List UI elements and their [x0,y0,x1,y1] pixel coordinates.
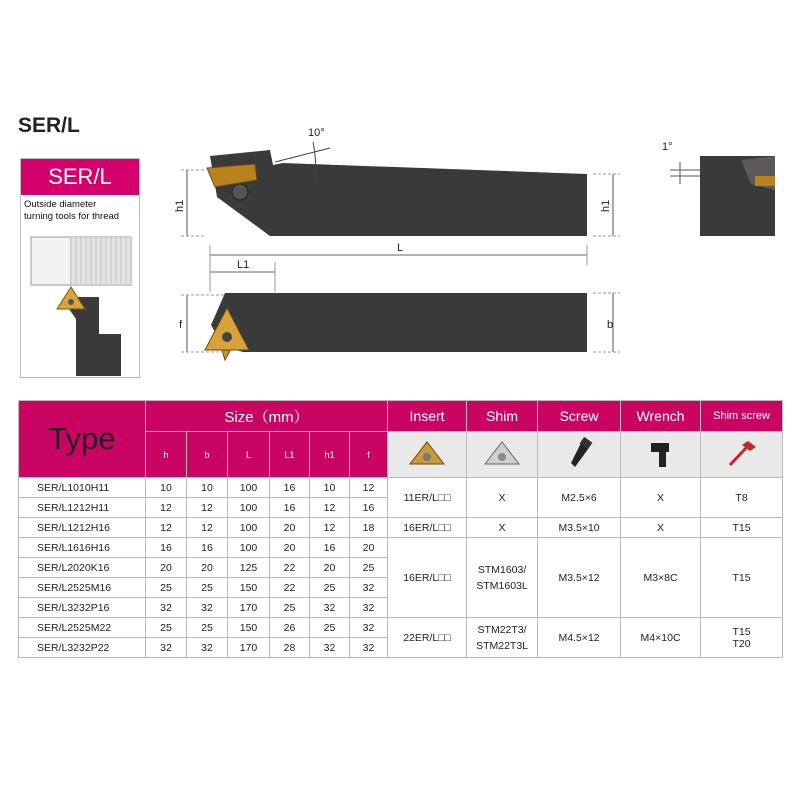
insert-header: Insert [388,401,467,432]
dim-h1-left: h1 [174,199,186,212]
group3-shim-screw: T15 [701,538,783,618]
group1-wrench: X [621,478,701,518]
group1-shim: X [467,478,538,518]
size-col-b: b [187,432,228,478]
cell-L: 150 [228,618,270,638]
group3-shim-line1: STM1603/ [477,563,527,576]
spec-table [18,400,783,658]
size-col-L1: L1 [270,432,310,478]
group1-insert: 11ER/L□□ [388,478,467,518]
group3-insert: 16ER/L□□ [388,538,467,618]
cell-L1: 22 [270,558,310,578]
cell-L1: 25 [270,598,310,618]
table-row-type: SER/L1010H11 [19,478,146,498]
group4-shim [467,618,538,658]
cell-h: 16 [146,538,187,558]
shim-icon [482,439,522,467]
cell-f: 18 [350,518,388,538]
cell-L1: 16 [270,498,310,518]
cell-b: 32 [187,598,228,618]
card-description-line2: turning tools for thread [24,211,120,222]
thread-turning-illustration [21,159,139,377]
wrench-header: Wrench [621,401,701,432]
cell-L: 170 [228,598,270,618]
cell-h1: 25 [310,618,350,638]
screw-icon-cell [538,432,621,478]
table-row-type: SER/L3232P16 [19,598,146,618]
cell-h: 20 [146,558,187,578]
cell-h1: 12 [310,498,350,518]
cell-f: 32 [350,638,388,658]
cell-L: 100 [228,538,270,558]
shim-icon-cell [467,432,538,478]
group2-screw: M3.5×10 [538,518,621,538]
group2-shim-screw: T15 [701,518,783,538]
table-row-type: SER/L3232P22 [19,638,146,658]
size-col-h: h [146,432,187,478]
group2-insert: 16ER/L□□ [388,518,467,538]
cell-L1: 22 [270,578,310,598]
angle-top-label: 10° [308,127,325,139]
cell-b: 32 [187,638,228,658]
group2-wrench: X [621,518,701,538]
cell-L1: 28 [270,638,310,658]
cell-b: 16 [187,538,228,558]
cell-b: 20 [187,558,228,578]
product-card [20,158,140,378]
dim-h1-right: h1 [600,199,612,212]
cell-f: 32 [350,598,388,618]
cell-f: 32 [350,618,388,638]
angle-side-label: 1° [662,141,673,153]
group4-shim-line1: STM22T3/ [477,623,527,636]
screw-head [232,184,248,200]
dim-L-label: L [397,242,404,254]
group4-shim-screw [701,618,783,658]
shim-screw-key-icon [722,437,762,469]
dim-b-label: b [607,319,614,331]
table-row-type: SER/L2525M16 [19,578,146,598]
group4-shim-screw-line1: T15 [732,625,751,638]
dim-L1-label: L1 [237,259,250,271]
cell-b: 25 [187,618,228,638]
cell-L: 100 [228,518,270,538]
cell-h: 12 [146,498,187,518]
insert-icon [407,439,447,467]
shim-screw-icon-cell [701,432,783,478]
size-header: Size（mm） [146,401,388,432]
group3-screw: M3.5×12 [538,538,621,618]
tool-dimension-drawing [165,120,785,390]
wrench-icon-cell [621,432,701,478]
group3-shim [467,538,538,618]
cell-h: 32 [146,638,187,658]
group4-wrench: M4×10C [621,618,701,658]
size-col-f: f [350,432,388,478]
group3-wrench: M3×8C [621,538,701,618]
cell-h1: 32 [310,638,350,658]
cell-L1: 26 [270,618,310,638]
cell-L: 100 [228,478,270,498]
screw-icon [559,437,599,469]
tool-body-front [211,293,587,352]
cell-h1: 10 [310,478,350,498]
group4-screw: M4.5×12 [538,618,621,658]
cell-h: 25 [146,578,187,598]
group2-shim: X [467,518,538,538]
cell-h1: 25 [310,578,350,598]
wrench-icon [641,437,681,469]
group4-insert: 22ER/L□□ [388,618,467,658]
shim-screw-header: Shim screw [701,401,783,432]
cell-L: 170 [228,638,270,658]
cell-L1: 20 [270,518,310,538]
cell-L: 100 [228,498,270,518]
cell-f: 20 [350,538,388,558]
cell-f: 16 [350,498,388,518]
table-row-type: SER/L1616H16 [19,538,146,558]
group1-shim-screw: T8 [701,478,783,518]
cell-L1: 20 [270,538,310,558]
card-description-line1: Outside diameter [24,199,97,210]
dim-f-label: f [179,319,183,331]
table-row-type: SER/L1212H16 [19,518,146,538]
cell-f: 12 [350,478,388,498]
cell-h1: 20 [310,558,350,578]
cell-h1: 32 [310,598,350,618]
cell-b: 12 [187,498,228,518]
card-heading: SER/L [21,159,139,195]
cell-b: 12 [187,518,228,538]
cell-h1: 12 [310,518,350,538]
cell-h1: 16 [310,538,350,558]
tool-body-top [210,150,587,236]
cell-h: 25 [146,618,187,638]
group1-screw: M2.5×6 [538,478,621,518]
type-header: Type [19,401,146,478]
group4-shim-screw-line2: T20 [732,637,751,650]
table-row-type: SER/L2525M22 [19,618,146,638]
cell-h: 32 [146,598,187,618]
cell-f: 25 [350,558,388,578]
cell-L: 150 [228,578,270,598]
size-col-h1: h1 [310,432,350,478]
cell-b: 25 [187,578,228,598]
page-title: SER/L [18,114,80,137]
cell-b: 10 [187,478,228,498]
cell-h: 10 [146,478,187,498]
cell-f: 32 [350,578,388,598]
cell-L: 125 [228,558,270,578]
group4-shim-line2: STM22T3L [476,639,529,652]
insert-icon-cell [388,432,467,478]
table-row-type: SER/L2020K16 [19,558,146,578]
shim-header: Shim [467,401,538,432]
size-col-L: L [228,432,270,478]
screw-header: Screw [538,401,621,432]
group3-shim-line2: STM1603L [476,579,528,592]
table-row-type: SER/L1212H11 [19,498,146,518]
cell-h: 12 [146,518,187,538]
cell-L1: 16 [270,478,310,498]
